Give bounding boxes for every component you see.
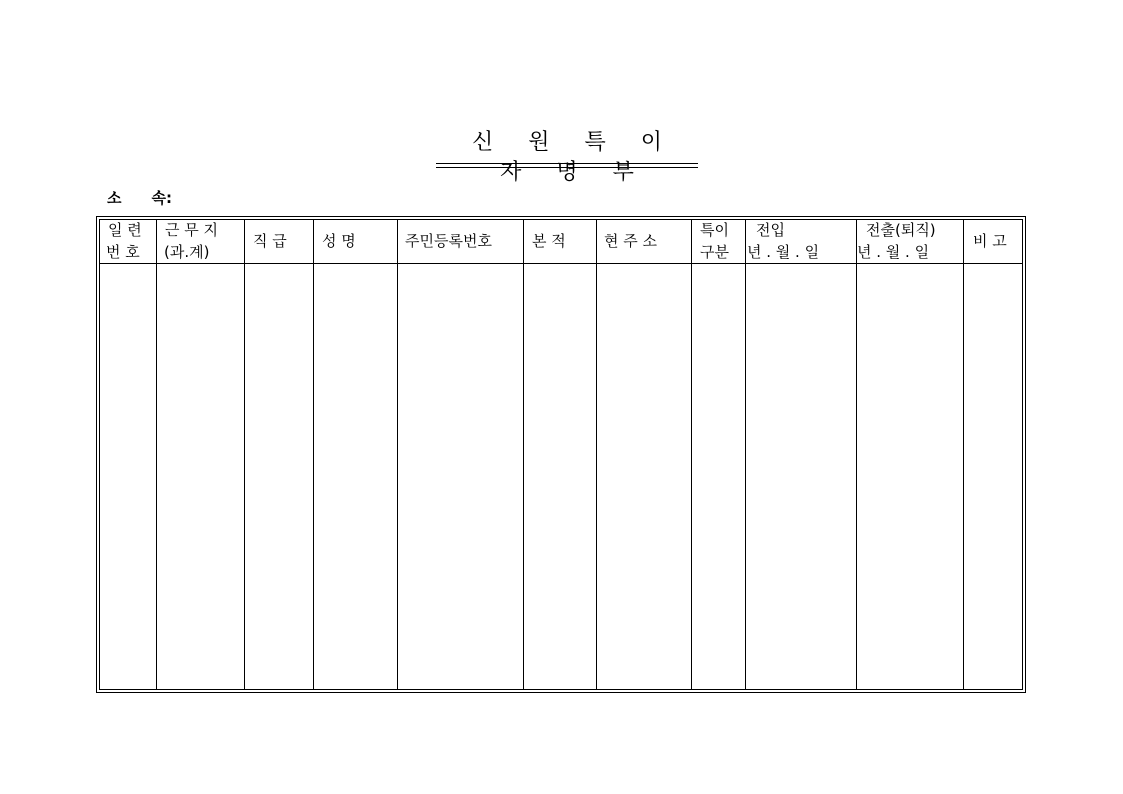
column-divider [963, 219, 964, 690]
header-special-category-line1: 특이 [700, 221, 729, 239]
column-divider [156, 219, 157, 690]
header-name: 성 명 [322, 232, 356, 250]
title-underline-bottom [436, 167, 698, 168]
header-serial-number-line1: 일 련 [108, 221, 142, 239]
column-divider [691, 219, 692, 690]
header-resident-number: 주민등록번호 [405, 232, 492, 250]
header-remarks: 비 고 [973, 232, 1007, 250]
header-transfer-out-line1: 전출(퇴직) [866, 221, 936, 239]
table-inner-border [99, 219, 1023, 690]
affiliation-label-part-2: 속: [151, 189, 172, 207]
column-divider [397, 219, 398, 690]
column-divider [244, 219, 245, 690]
header-transfer-in-date-format: 년 . 월 . 일 [747, 243, 820, 261]
affiliation-label [107, 188, 172, 208]
column-divider [313, 219, 314, 690]
header-rank: 직 급 [253, 232, 287, 250]
column-divider [596, 219, 597, 690]
document-title: 신 원 특 이 자 명 부 [472, 130, 676, 185]
header-registered-domicile: 본 적 [532, 232, 566, 250]
header-serial-number-line2: 번 호 [106, 243, 140, 261]
header-workplace-line2: (과.계) [164, 243, 210, 261]
header-workplace-line1: 근 무 지 [165, 221, 219, 239]
header-transfer-in-line1: 전입 [756, 221, 785, 239]
affiliation-label-part-1: 소 [107, 189, 122, 207]
header-current-address: 현 주 소 [604, 232, 658, 250]
column-divider [745, 219, 746, 690]
column-divider [856, 219, 857, 690]
column-divider [523, 219, 524, 690]
header-transfer-out-date-format: 년 . 월 . 일 [857, 243, 930, 261]
title-underline-top [436, 163, 698, 164]
header-special-category-line2: 구분 [700, 243, 729, 261]
table-header-divider [99, 263, 1023, 264]
